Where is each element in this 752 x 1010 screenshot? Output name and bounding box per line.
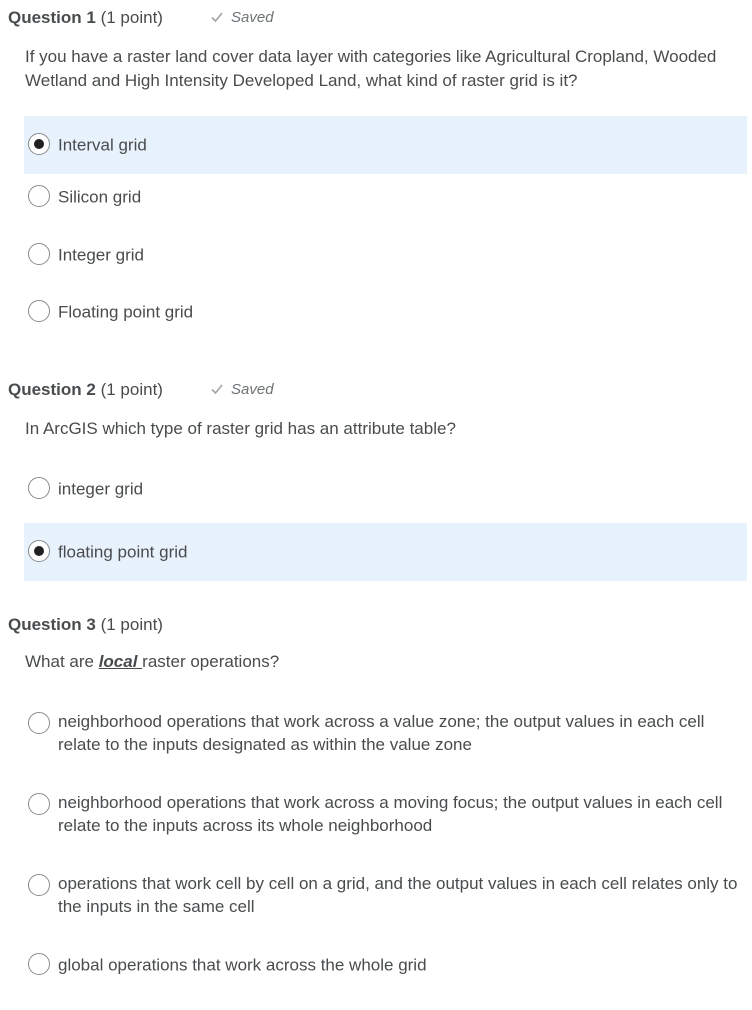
question-text-after: raster operations? [142,652,280,671]
saved-label: Saved [231,381,274,398]
question-points: (1 point) [100,8,163,27]
option-label: floating point grid [58,542,188,562]
question-3-option-4[interactable] [24,936,747,994]
question-1-option-3[interactable] [24,226,747,284]
option-label: neighborhood operations that work across a moving focus; the output values in each cell relate to the inputs across its whole neighborhood [58,793,723,835]
radio-button[interactable] [28,243,50,265]
radio-dot [34,546,44,556]
checkmark-icon [211,383,223,395]
saved-status [211,9,274,26]
option-label: operations that work cell by cell on a grid, and the output values in each cell relates only to the inputs in the same cell [58,874,738,916]
question-1-option-2[interactable] [24,168,747,226]
option-label: global operations that work across the whole grid [58,955,427,975]
question-3-header [8,615,163,635]
option-label: Floating point grid [58,302,194,322]
radio-button[interactable] [28,185,50,207]
option-label: Integer grid [58,245,144,265]
question-3-option-3[interactable] [24,872,747,922]
option-label: integer grid [58,479,144,499]
radio-button-selected[interactable] [28,540,50,562]
question-points: (1 point) [100,380,163,399]
question-keyword: local [98,652,143,671]
option-label: neighborhood operations that work across a value zone; the output values in each cell relate to the inputs designated as within the value zone [58,712,705,754]
radio-button-selected[interactable] [28,133,50,155]
question-1-header [8,8,163,28]
radio-button[interactable] [28,874,50,896]
question-3-option-1[interactable] [24,710,747,760]
question-title: Question 2 [8,380,96,399]
saved-status [211,381,274,398]
question-text-before: What are [25,652,99,671]
question-points: (1 point) [100,615,163,634]
question-title: Question 3 [8,615,96,634]
question-2-option-2[interactable] [24,523,747,581]
radio-dot [34,139,44,149]
option-label: Interval grid [58,135,147,155]
radio-button[interactable] [28,477,50,499]
radio-button[interactable] [28,712,50,734]
saved-label: Saved [231,9,274,26]
question-title: Question 1 [8,8,96,27]
question-2-option-1[interactable] [24,460,747,518]
radio-button[interactable] [28,300,50,322]
question-1-text: If you have a raster land cover data layer with categories like Agricultural Cropland, Wooded Wetland and High Intensity Developed Land, what kind of raster grid is it? [25,47,717,90]
radio-button[interactable] [28,953,50,975]
question-2-header [8,380,163,400]
question-3-option-2[interactable] [24,791,747,841]
question-3-text [25,650,745,674]
checkmark-icon [211,11,223,23]
question-1-option-4[interactable] [24,283,747,341]
question-1-option-1[interactable] [24,116,747,174]
radio-button[interactable] [28,793,50,815]
question-2-text: In ArcGIS which type of raster grid has an attribute table? [25,419,456,438]
option-label: Silicon grid [58,187,142,207]
